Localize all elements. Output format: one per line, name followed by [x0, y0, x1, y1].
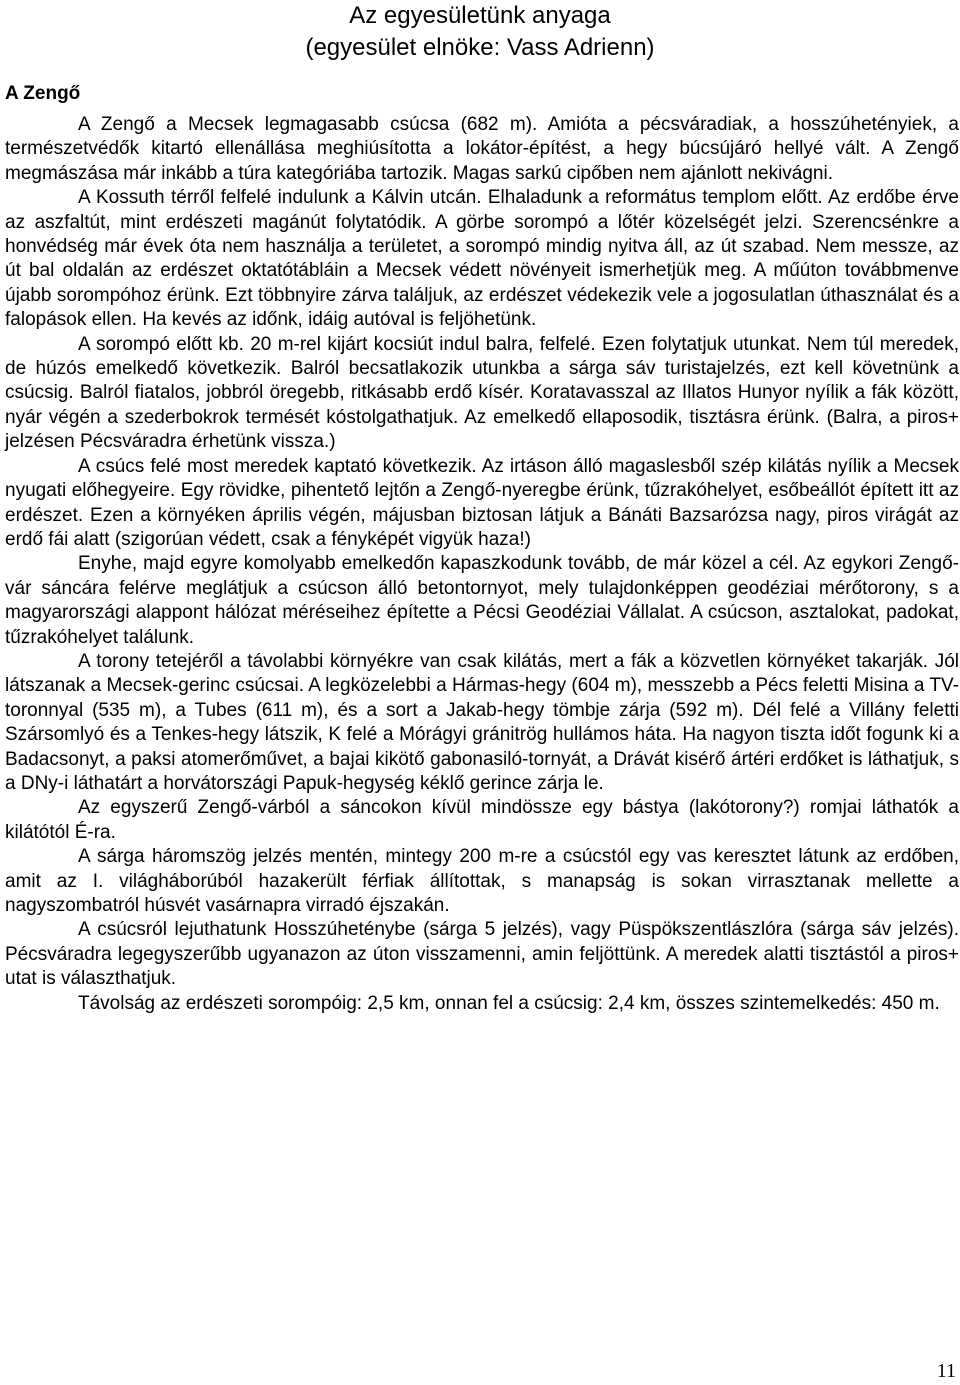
paragraph-7: Az egyszerű Zengő-várból a sáncokon kívül mindössze egy bástya (lakótorony?) romjai láthatók a kilátótól É-ra. — [5, 797, 959, 843]
paragraph-6: A torony tetejéről a távolabbi környékre van csak kilátás, mert a fák a közvetlen környéket takarják. Jól látszanak a Mecsek-gerinc csúcsai. A legközelebbi a Hármas-hegy (604 m), messzebb a Pécs feletti Misina a TV-toronnyal (535 m), a Tubes (611 m), és a sort a Jakab-hegy tömbje zárja (592 m). Dél felé a Villány feletti Szársomlyó és a Tenkes-hegy látszik, K felé a Mórágyi gránitrög hullámos háta. Ha nagyon tiszta időt fogunk ki a Badacsonyt, a paksi atomerőművet, a bajai kikötő gabonasiló-tornyát, a Drávát kisérő ártéri erdőket is láthatjuk, s a DNy-i láthatárt a horvátországi Papuk-hegység kéklő gerince zárja le. — [5, 650, 959, 794]
paragraph-5: Enyhe, majd egyre komolyabb emelkedőn kapaszkodunk tovább, de már közel a cél. Az egykori Zengő-vár sáncára felérve meglátjuk a csúcson álló betontornyot, mely tulajdonképpen geodéziai mérőtorony, s a magyarországi alappont hálózat méréseihez építette a Pécsi Geodéziai Vállalat. A csúcson, asztalokat, padokat, tűzrakóhelyet találunk. — [5, 553, 959, 648]
document-body — [5, 113, 959, 1016]
page-header — [0, 0, 960, 64]
page-subtitle: (egyesület elnöke: Vass Adrienn) — [305, 34, 655, 61]
paragraph-2: A Kossuth térről felfelé indulunk a Kálvin utcán. Elhaladunk a református templom előtt. Az erdőbe érve az aszfaltút, mint erdészeti magánút folytatódik. A görbe sorompó a lőtér közelségét jelzi. Szerencsénkre a honvédség már évek óta nem használja a területet, a sorompó mindig nyitva áll, az út szabad. Nem messze, az út bal oldalán az erdészet oktatótábláin a Mecsek védett növényeit ismerhetjük meg. A műúton továbbmenve újabb sorompóhoz érünk. Ezt többnyire zárva találjuk, az erdészet védekezik vele a jogosulatlan úthasználat és a falopások ellen. Ha kevés az időnk, idáig autóval is feljöhetünk. — [5, 187, 959, 331]
paragraph-9: A csúcsról lejuthatunk Hosszúheténybe (sárga 5 jelzés), vagy Püspökszentlászlóra (sárga sáv jelzés). Pécsváradra legegyszerűbb ugyanazon az úton visszamenni, amin feljöttünk. A meredek alatti tisztástól a piros+ utat is választhatjuk. — [5, 919, 959, 990]
page-number: 11 — [936, 1360, 956, 1382]
paragraph-1: A Zengő a Mecsek legmagasabb csúcsa (682 m). Amióta a pécsváradiak, a hosszúhetényiek, a természetvédők kitartó ellenállása meghiúsította a lokátor-építést, a hegy búcsújáró hellyé vált. A Zengő megmászása már inkább a túra kategóriába tartozik. Magas sarkú cipőben nem ajánlott nekivágni. — [5, 114, 959, 184]
paragraph-10: Távolság az erdészeti sorompóig: 2,5 km, onnan fel a csúcsig: 2,4 km, összes szintemelkedés: 450 m. — [78, 992, 940, 1014]
paragraph-3: A sorompó előtt kb. 20 m-rel kijárt kocsiút indul balra, felfelé. Ezen folytatjuk utunkat. Nem túl meredek, de húzós emelkedő következik. Balról becsatlakozik utunkba a sárga sáv turistajelzés, ezt kell követnünk a csúcsig. Balról fiatalos, jobbról öregebb, ritkásabb erdő kísér. Koratavasszal az Illatos Hunyor nyílik a fák között, nyár végén a szederbokrok termését kóstolgathatjuk. Az emelkedő ellaposodik, tisztásra érünk. (Balra, a piros+ jelzésen Pécsváradra érhetünk vissza.) — [5, 333, 959, 453]
paragraph-8: A sárga háromszög jelzés mentén, mintegy 200 m-re a csúcstól egy vas keresztet látunk az erdőben, amit az I. világháborúból hazakerült férfiak állítottak, s manapság is sokan virrasztanak mellette a nagyszombatról húsvét vasárnapra virradó éjszakán. — [5, 846, 959, 916]
page-title: Az egyesületünk anyaga — [349, 2, 611, 29]
section-heading: A Zengő — [5, 83, 81, 104]
paragraph-4: A csúcs felé most meredek kaptató következik. Az irtáson álló magaslesből szép kilátás nyílik a Mecsek nyugati előhegyeire. Egy rövidke, pihentető lejtőn a Zengő-nyeregbe érünk, tűzrakóhelyet, esőbeállót épített itt az erdészet. Ezen a környéken április végén, májusban biztosan látjuk a Bánáti Bazsarózsa nagy, piros virágát az erdő fái alatt (szigorúan védett, csak a fényképét vigyük haza!) — [5, 455, 959, 550]
